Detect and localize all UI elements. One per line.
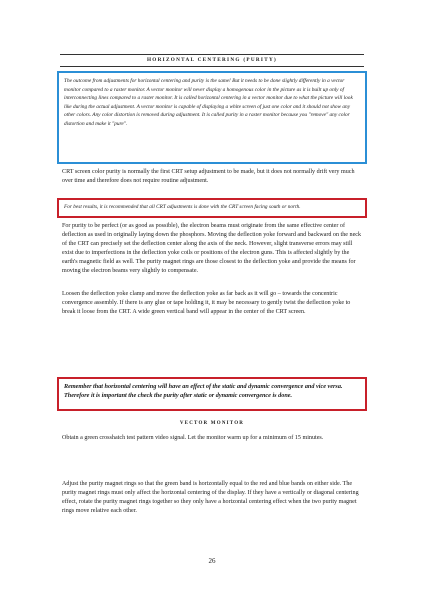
paragraph-purity-intro: CRT screen color purity is normally the first CRT setup adjustment to be made, but it does not normally drift very much over time and therefore does not require routine adjustment.: [62, 169, 355, 184]
intro-callout-text: The outcome from adjustments for horizontal centering and purity is the same! But it needs to be done slightly differently in a vector monitor compared to a raster monitor. A vector monitor will never display a homogenous color in the picture as it is built up only of interconnecting lines compared to a raster monitor. It is called horizontal centering in a vector monitor due to what the picture will look like during the actual adjustment. A vector monitor is capable of displaying a white screen of just one color and it should not show any other colors. Any color distortion is removed during adjustment. It is called purity in a raster monitor because you "remove" any color distortion and make it "pure".: [64, 78, 353, 127]
note-convergence-text: Remember that horizontal centering will have an effect of the static and dynamic convergence and vice versa. Therefore it is important the check the purity after static or dynamic convergence is done.: [64, 383, 343, 399]
intro-callout-box: [57, 71, 367, 164]
paragraph-test-pattern: Obtain a green crosshatch test pattern video signal. Let the monitor warm up for a minimum of 15 minutes.: [62, 435, 324, 441]
title-bottom-rule: [60, 66, 364, 67]
note-orientation-text: For best results, it is recommended that all CRT adjustments is done with the CRT screen facing south or north.: [64, 204, 301, 210]
page-number: 26: [208, 557, 216, 565]
subsection-heading: VECTOR MONITOR: [179, 421, 245, 426]
title-top-rule: [60, 54, 364, 55]
section-title: HORIZONTAL CENTERING (PURITY): [146, 57, 278, 63]
paragraph-purity-explanation: For purity to be perfect (or as good as possible), the electron beams must originate from the same effective center of deflection as used in originally laying down the phosphors. Moving the deflection yoke forward and backward on the neck of the CRT can precisely set the deflection center along the axis of the neck. However, slight transverse errors may still exist due to imperfections in the deflection yoke coils or positions of the electron guns. This is affected slightly by the earth's magnetic field as well. The purity magnet rings are those closest to the deflection yoke and provide the means for moving the electron beams very slightly to compensate.: [62, 223, 362, 274]
note-callout-orientation: [57, 198, 367, 218]
paragraph-loosen-yoke: Loosen the deflection yoke clamp and move the deflection yoke as far back as it will go – towards the concentric convergence assembly. If there is any glue or tape holding it, it may be necessary to gently twist the deflection yoke to break it loose from the CRT. A wide green vertical band will appear in the center of the CRT screen.: [62, 291, 351, 315]
paragraph-adjust-rings: Adjust the purity magnet rings so that the green band is horizontally equal to the red and blue bands on either side. The purity magnet rings must only affect the horizontal centering of the display. If they have a vertically or diagonal centering effect, rotate the purity magnet rings together so they only have a horizontal centering effect when the two purity magnet rings move relative each other.: [62, 481, 359, 514]
crt-green-belt-figure: [154, 392, 270, 468]
